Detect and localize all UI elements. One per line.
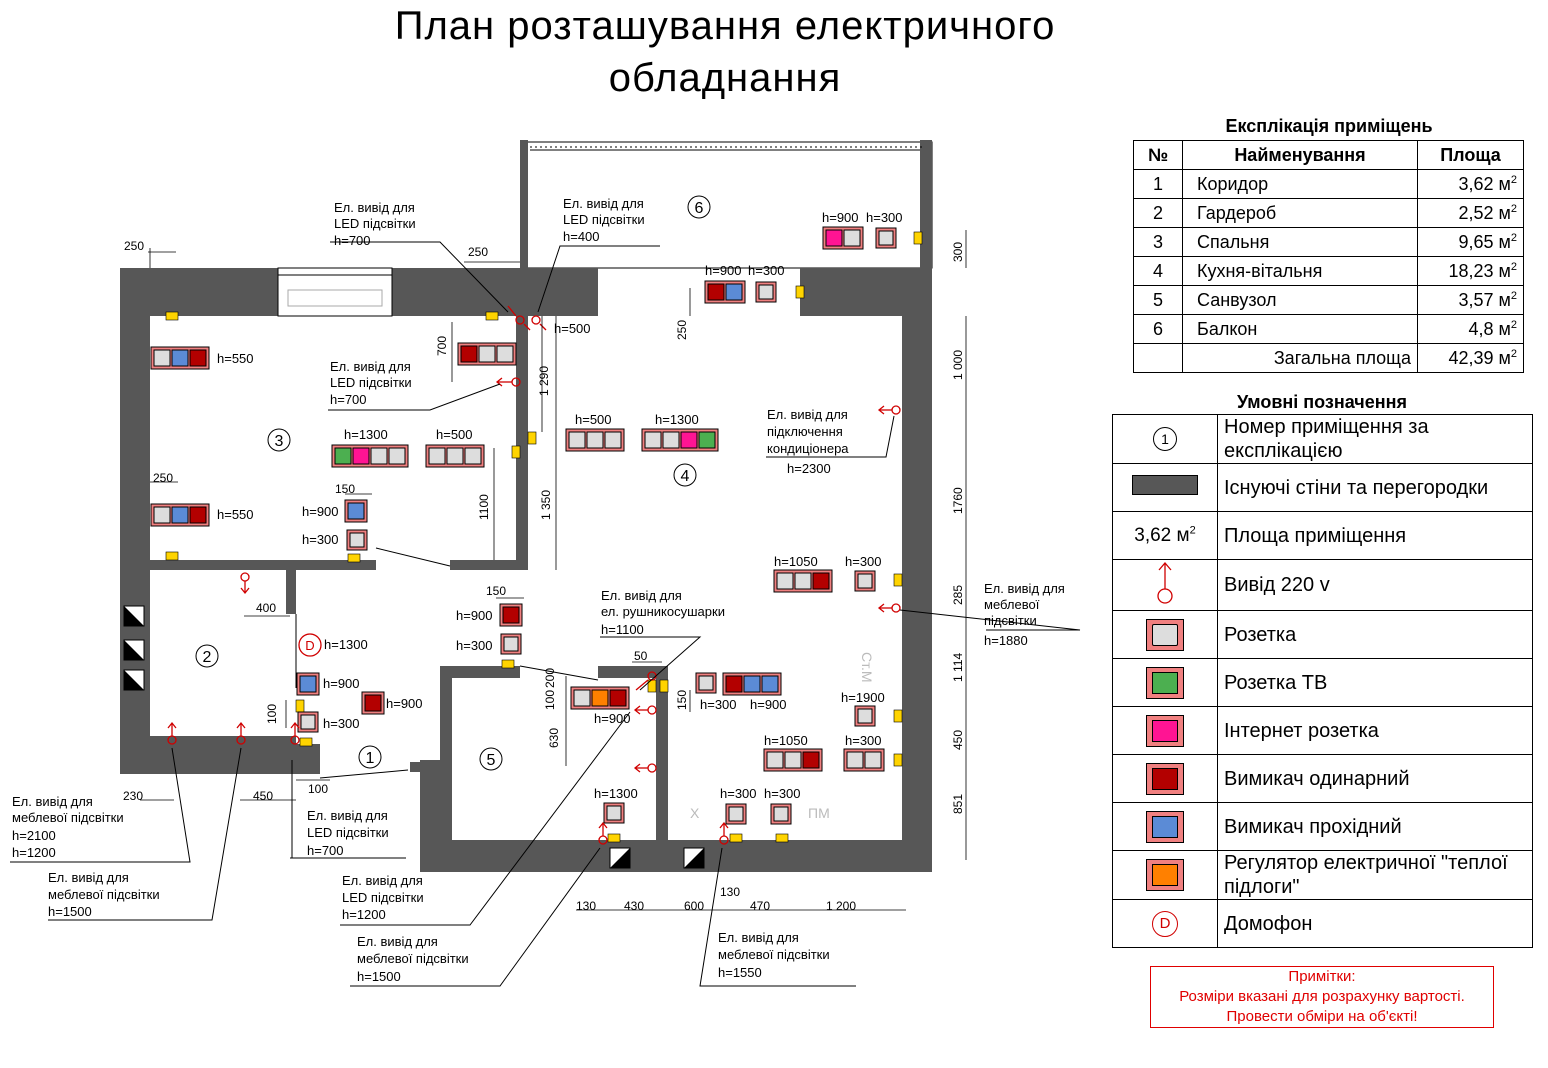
room-name-cell: Кухня-вітальня (1183, 257, 1418, 286)
room-area-cell: 3,57 $м^2$ (1418, 286, 1524, 315)
svg-text:Ел. вивід для: Ел. вивід для (601, 588, 682, 603)
switch-single-icon (1146, 763, 1184, 795)
svg-text:1 350: 1 350 (539, 489, 553, 520)
notes-title: Примітки: (1288, 968, 1356, 985)
svg-text:250: 250 (124, 239, 145, 253)
svg-text:h=1900: h=1900 (841, 690, 885, 705)
svg-text:130: 130 (576, 899, 597, 913)
svg-text:h=400: h=400 (563, 229, 600, 244)
legend-title: Умовні позначення (1236, 392, 1408, 412)
svg-text:h=300: h=300 (748, 263, 785, 278)
svg-text:h=900: h=900 (594, 711, 631, 726)
legend-table (1112, 414, 1533, 948)
svg-text:851: 851 (951, 793, 965, 814)
svg-text:h=1300: h=1300 (344, 427, 388, 442)
svg-text:h=300: h=300 (866, 210, 903, 225)
svg-text:LED підсвітки: LED підсвітки (307, 825, 389, 840)
svg-text:h=1300: h=1300 (655, 412, 699, 427)
total-area: 42,39 $м^2$ (1418, 344, 1524, 373)
group-room3-tv-internet (332, 445, 408, 467)
svg-text:150: 150 (486, 584, 507, 598)
switch-pass-icon (172, 350, 188, 366)
room-area-cell: 4,8 $м^2$ (1418, 315, 1524, 344)
svg-text:1100: 1100 (477, 494, 491, 520)
svg-text:Ел. вивід для: Ел. вивід для (307, 808, 388, 823)
svg-text:200: 200 (543, 667, 557, 688)
room-number-icon: 1 (1153, 427, 1177, 451)
notes-box (1150, 966, 1494, 1028)
svg-text:h=900: h=900 (386, 696, 423, 711)
legend-text: Розетка ТВ (1218, 659, 1533, 707)
svg-text:Ст.М: Ст.М (859, 652, 875, 683)
svg-text:h=700: h=700 (334, 233, 371, 248)
svg-text:50: 50 (634, 649, 648, 663)
room-number-cell: 6 (1134, 315, 1183, 344)
svg-text:h=500: h=500 (436, 427, 473, 442)
explication-row (1134, 286, 1524, 315)
page-title-line2: обладнання (608, 56, 842, 100)
svg-text:меблевої підсвітки: меблевої підсвітки (718, 947, 830, 962)
total-label: Загальна площа (1183, 344, 1418, 373)
svg-text:Ел. вивід для: Ел. вивід для (984, 581, 1065, 596)
svg-text:130: 130 (720, 885, 741, 899)
svg-text:h=300: h=300 (764, 786, 801, 801)
intercom-icon: D (1152, 911, 1178, 937)
svg-text:h=500: h=500 (575, 412, 612, 427)
svg-text:ел. рушникосушарки: ел. рушникосушарки (601, 604, 725, 619)
legend-row-switch-pass (1113, 803, 1533, 851)
svg-text:Ел. вивід для: Ел. вивід для (357, 934, 438, 949)
svg-text:кондиціонера: кондиціонера (767, 441, 849, 456)
svg-text:h=900: h=900 (750, 697, 787, 712)
room-number-cell: 3 (1134, 228, 1183, 257)
legend-row-room-number (1113, 415, 1533, 464)
internet-socket-icon (1146, 715, 1184, 747)
group-room3-sockets (426, 445, 484, 467)
svg-text:1 114: 1 114 (951, 652, 965, 682)
svg-text:1: 1 (365, 750, 375, 767)
svg-text:меблевої підсвітки: меблевої підсвітки (12, 810, 124, 825)
svg-text:Ел. вивід для: Ел. вивід для (334, 200, 415, 215)
svg-text:h=1200: h=1200 (342, 907, 386, 922)
svg-text:h=550: h=550 (217, 351, 254, 366)
svg-text:600: 600 (684, 899, 705, 913)
svg-text:Ел. вивід для: Ел. вивід для (718, 930, 799, 945)
notes-line-1: Розміри вказані для розрахунку вартості. (1179, 988, 1465, 1005)
svg-text:h=1880: h=1880 (984, 633, 1028, 648)
svg-text:LED підсвітки: LED підсвітки (563, 212, 645, 227)
explication-row (1134, 228, 1524, 257)
svg-text:1 000: 1 000 (951, 349, 965, 380)
svg-text:450: 450 (253, 789, 274, 803)
svg-text:h=1050: h=1050 (764, 733, 808, 748)
legend-text: Вимикач одинарний (1218, 755, 1533, 803)
svg-text:меблевої підсвітки: меблевої підсвітки (48, 887, 160, 902)
room-number-cell: 2 (1134, 199, 1183, 228)
room-number-cell: 5 (1134, 286, 1183, 315)
legend-text: Вимикач прохідний (1218, 803, 1533, 851)
svg-text:h=900: h=900 (302, 504, 339, 519)
svg-text:меблевої підсвітки: меблевої підсвітки (357, 951, 469, 966)
svg-text:700: 700 (435, 335, 449, 356)
svg-text:Ел. вивід для: Ел. вивід для (12, 794, 93, 809)
socket-icon (154, 350, 170, 366)
legend-row-outlet-220 (1113, 560, 1533, 611)
svg-text:Ел. вивід для: Ел. вивід для (767, 407, 848, 422)
explication-row (1134, 199, 1524, 228)
svg-text:h=2300: h=2300 (787, 461, 831, 476)
svg-text:меблевої: меблевої (984, 597, 1040, 612)
room-area-cell: 3,62 $м^2$ (1418, 170, 1524, 199)
notes-line-2: Провести обміри на об'єкті! (1226, 1008, 1418, 1025)
svg-text:LED підсвітки: LED підсвітки (330, 375, 412, 390)
floor-regulator-icon (1146, 859, 1184, 891)
svg-text:h=700: h=700 (330, 392, 367, 407)
room-number-cell: 1 (1134, 170, 1183, 199)
svg-text:250: 250 (468, 245, 489, 259)
svg-text:h=1300: h=1300 (324, 637, 368, 652)
room-name-cell: Спальня (1183, 228, 1418, 257)
svg-text:h=1500: h=1500 (357, 969, 401, 984)
room-area-cell: 9,65 $м^2$ (1418, 228, 1524, 257)
room-name-cell: Коридор (1183, 170, 1418, 199)
col-name-header: Найменування (1183, 141, 1418, 170)
legend-row-switch-single (1113, 755, 1533, 803)
svg-text:h=700: h=700 (307, 843, 344, 858)
legend-text: Інтернет розетка (1218, 707, 1533, 755)
svg-text:h=1050: h=1050 (774, 554, 818, 569)
svg-text:Х: Х (690, 805, 700, 821)
svg-text:Ел. вивід для: Ел. вивід для (342, 873, 423, 888)
group-kitchen-sockets (566, 429, 718, 451)
svg-text:LED підсвітки: LED підсвітки (334, 216, 416, 231)
group-room3-upper (151, 347, 209, 369)
svg-text:4: 4 (680, 468, 690, 485)
svg-text:h=1100: h=1100 (601, 622, 644, 637)
svg-text:h=300: h=300 (700, 697, 737, 712)
explication-title: Експлікація приміщень (1225, 116, 1433, 136)
explication-row (1134, 257, 1524, 286)
svg-text:2: 2 (202, 649, 212, 666)
svg-text:ПМ: ПМ (808, 805, 830, 821)
svg-text:підключення: підключення (767, 424, 843, 439)
windows (278, 268, 392, 316)
svg-text:1 290: 1 290 (537, 365, 551, 396)
svg-text:1 200: 1 200 (826, 899, 857, 913)
explication-table (1133, 140, 1524, 373)
legend-text: Розетка (1218, 611, 1533, 659)
svg-text:LED підсвітки: LED підсвітки (342, 890, 424, 905)
switch-single-icon (190, 350, 206, 366)
area-icon: 3,62 $м^2$ (1134, 524, 1196, 546)
svg-text:5: 5 (486, 752, 496, 769)
socket-icon (1146, 619, 1184, 651)
legend-row-area (1113, 512, 1533, 560)
svg-text:h=300: h=300 (456, 638, 493, 653)
svg-text:100: 100 (543, 689, 557, 710)
group-balcony (823, 227, 896, 249)
svg-text:470: 470 (750, 899, 771, 913)
legend-row-socket (1113, 611, 1533, 659)
svg-text:підсвітки: підсвітки (984, 613, 1037, 628)
svg-text:h=900: h=900 (705, 263, 742, 278)
explication-row (1134, 315, 1524, 344)
svg-text:630: 630 (547, 727, 561, 748)
svg-text:Ел. вивід для: Ел. вивід для (48, 870, 129, 885)
svg-text:h=300: h=300 (302, 532, 339, 547)
wall-icon (1132, 475, 1198, 495)
page-title-line1: План розташування електричного (394, 4, 1056, 48)
legend-text: Вивід 220 v (1218, 560, 1533, 611)
svg-text:h=300: h=300 (845, 554, 882, 569)
room-area-cell: 2,52 $м^2$ (1418, 199, 1524, 228)
legend-row-tv-socket (1113, 659, 1533, 707)
switch-pass-icon (1146, 811, 1184, 843)
outlet-220-icon (1150, 560, 1180, 604)
group-room3-lower (151, 504, 209, 526)
svg-text:430: 430 (624, 899, 645, 913)
svg-text:h=900: h=900 (323, 676, 360, 691)
svg-text:h=1550: h=1550 (718, 965, 762, 980)
svg-text:6: 6 (694, 200, 704, 217)
svg-text:h=900: h=900 (456, 608, 493, 623)
svg-text:h=2100: h=2100 (12, 828, 56, 843)
group-bathroom (571, 687, 629, 823)
group-kitchen-entry (696, 673, 781, 695)
svg-text:Ел. вивід для: Ел. вивід для (330, 359, 411, 374)
legend-text: Номер приміщення за експлікацією (1218, 415, 1533, 464)
svg-text:h=1200: h=1200 (12, 845, 56, 860)
group-kitchen-balcony-door (705, 281, 776, 303)
svg-text:230: 230 (123, 789, 144, 803)
svg-text:h=900: h=900 (822, 210, 859, 225)
legend-text: Існуючі стіни та перегородки (1218, 464, 1533, 512)
svg-text:450: 450 (951, 729, 965, 750)
svg-text:300: 300 (951, 241, 965, 262)
svg-text:150: 150 (675, 689, 689, 710)
room-area-cell: 18,23 $м^2$ (1418, 257, 1524, 286)
legend-row-internet-socket (1113, 707, 1533, 755)
svg-text:h=500: h=500 (554, 321, 591, 336)
svg-text:100: 100 (265, 703, 279, 724)
svg-text:250: 250 (153, 471, 174, 485)
svg-text:h=300: h=300 (323, 716, 360, 731)
svg-text:1760: 1760 (951, 487, 965, 514)
group-room3-bed (458, 343, 516, 365)
svg-text:h=300: h=300 (845, 733, 882, 748)
svg-text:285: 285 (951, 584, 965, 605)
room-name-cell: Гардероб (1183, 199, 1418, 228)
room-name-cell: Балкон (1183, 315, 1418, 344)
svg-text:h=550: h=550 (217, 507, 254, 522)
svg-text:400: 400 (256, 601, 277, 615)
legend-text: Регулятор електричної "теплої підлоги" (1218, 851, 1533, 900)
svg-text:h=1500: h=1500 (48, 904, 92, 919)
legend-text: Площа приміщення (1218, 512, 1533, 560)
legend-row-wall (1113, 464, 1533, 512)
col-number-header: № (1134, 141, 1183, 170)
svg-text:h=300: h=300 (720, 786, 757, 801)
room-number-cell: 4 (1134, 257, 1183, 286)
tv-socket-icon (1146, 667, 1184, 699)
svg-text:100: 100 (308, 782, 329, 796)
col-area-header: Площа (1418, 141, 1524, 170)
legend-row-intercom (1113, 900, 1533, 948)
group-room3-door (345, 500, 367, 550)
legend-text: Домофон (1218, 900, 1533, 948)
room-name-cell: Санвузол (1183, 286, 1418, 315)
explication-row (1134, 170, 1524, 199)
explication-total-row (1134, 344, 1524, 373)
svg-text:3: 3 (274, 433, 284, 450)
svg-text:250: 250 (675, 319, 689, 340)
svg-text:D: D (305, 638, 315, 653)
svg-text:150: 150 (335, 482, 356, 496)
svg-text:Ел. вивід для: Ел. вивід для (563, 196, 644, 211)
legend-row-floor-regulator (1113, 851, 1533, 900)
svg-text:h=1300: h=1300 (594, 786, 638, 801)
